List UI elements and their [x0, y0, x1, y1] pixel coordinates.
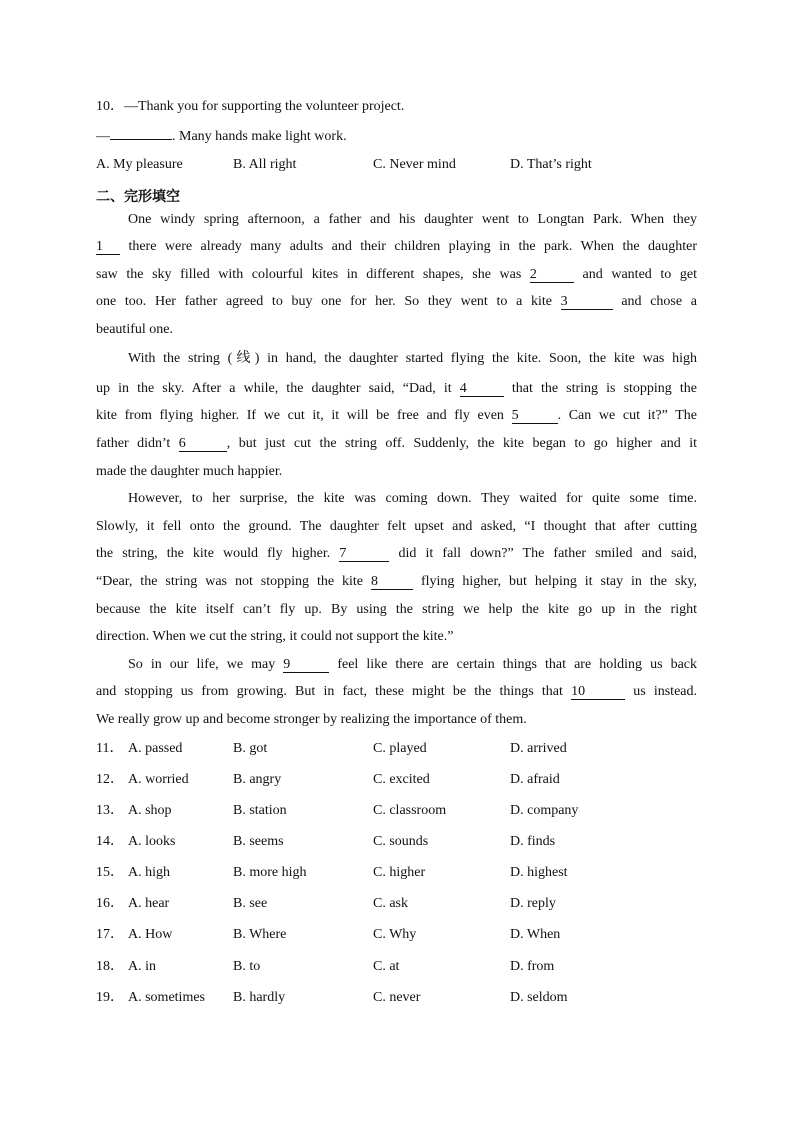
passage-line [96, 683, 697, 701]
option-a[interactable]: A. passed [128, 741, 183, 756]
blank-7[interactable]: 7 [339, 546, 389, 562]
question-number: 13． [96, 803, 124, 818]
passage-line [128, 211, 697, 229]
passage-line [96, 266, 697, 284]
option-b[interactable]: B. Where [233, 927, 287, 942]
q10-prompt: —Thank you for supporting the volunteer project. [124, 99, 405, 114]
option-b[interactable]: B. see [233, 896, 268, 911]
option-a[interactable]: A. sometimes [128, 990, 205, 1005]
option-b[interactable]: B. angry [233, 772, 282, 787]
section-title: 二、完形填空 [96, 189, 180, 205]
passage-text: We really grow up and become stronger by realizing the importance of them. [96, 712, 527, 727]
passage-text: One windy spring afternoon, a father and his daughter went to Longtan Park. When they [128, 212, 697, 227]
option-d[interactable]: D. highest [510, 865, 568, 880]
option-a[interactable]: A. in [128, 959, 156, 974]
passage-text: because the kite itself can’t fly up. By using the string we help the kite go up in the right [96, 602, 697, 617]
passage-text: that the string is stopping the [503, 381, 697, 396]
option-a[interactable]: A. How [128, 927, 173, 942]
option-d[interactable]: D. arrived [510, 741, 567, 756]
q10-option-a[interactable]: A. My pleasure [96, 157, 183, 172]
option-d[interactable]: D. seldom [510, 990, 568, 1005]
passage-line [128, 656, 697, 674]
passage-text: kite from flying higher. If we cut it, it will be free and fly even [96, 408, 512, 423]
option-b[interactable]: B. got [233, 741, 268, 756]
question-number: 14． [96, 834, 124, 849]
option-c[interactable]: C. higher [373, 865, 426, 880]
passage-line [128, 350, 697, 368]
q10-prompt-line [96, 98, 404, 116]
passage-text: flying higher, but helping it stay in the sky, [412, 574, 697, 589]
option-d[interactable]: D. finds [510, 834, 556, 849]
passage-line [128, 490, 697, 508]
q10-reply-line [96, 128, 347, 146]
passage-text: father didn’t [96, 436, 179, 451]
passage-line [96, 238, 697, 256]
q10-reply-dash: — [96, 129, 110, 144]
passage-text: one too. Her father agreed to buy one for her. So they went to a kite [96, 294, 561, 309]
option-c[interactable]: C. excited [373, 772, 430, 787]
option-c[interactable]: C. sounds [373, 834, 429, 849]
q10-option-b[interactable]: B. All right [233, 157, 297, 172]
option-d[interactable]: D. company [510, 803, 579, 818]
q10-number: 10． [96, 99, 124, 114]
option-c[interactable]: C. classroom [373, 803, 447, 818]
option-c[interactable]: C. never [373, 990, 421, 1005]
passage-text: there were already many adults and their children playing in the park. When the daughter [120, 239, 697, 254]
q10-option-d[interactable]: D. That’s right [510, 157, 592, 172]
option-a[interactable]: A. hear [128, 896, 170, 911]
q10-reply-rest: . Many hands make light work. [172, 129, 347, 144]
passage-line [96, 407, 697, 425]
passage-line [96, 601, 697, 619]
passage-text: made the daughter much happier. [96, 464, 283, 479]
passage-text: beautiful one. [96, 322, 173, 337]
passage-text: So in our life, we may [128, 657, 284, 672]
passage-line [96, 628, 453, 646]
passage-text: , but just cut the string off. Suddenly, the kite began to go higher and it [226, 436, 697, 451]
passage-text: However, to her surprise, the kite was coming down. They waited for quite some time. [128, 491, 697, 506]
option-d[interactable]: D. When [510, 927, 561, 942]
blank-2[interactable]: 2 [530, 267, 574, 283]
blank-6[interactable]: 6 [179, 436, 227, 452]
passage-line [96, 518, 697, 536]
passage-text: and wanted to get [573, 267, 697, 282]
passage-text: up in the sky. After a while, the daughter said, “Dad, it [96, 381, 460, 396]
passage-line [96, 435, 697, 453]
question-number: 18． [96, 959, 124, 974]
option-d[interactable]: D. from [510, 959, 555, 974]
option-d[interactable]: D. reply [510, 896, 556, 911]
blank-4[interactable]: 4 [460, 381, 504, 397]
option-b[interactable]: B. to [233, 959, 261, 974]
q10-answer-blank[interactable] [110, 139, 172, 140]
q10-option-c[interactable]: C. Never mind [373, 157, 456, 172]
blank-1[interactable]: 1 [96, 239, 120, 255]
passage-text: direction. When we cut the string, it could not support the kite.” [96, 629, 454, 644]
passage-line [96, 321, 173, 339]
option-a[interactable]: A. looks [128, 834, 176, 849]
blank-9[interactable]: 9 [283, 657, 329, 673]
passage-line [96, 711, 527, 729]
passage-text: Slowly, it fell onto the ground. The daughter felt upset and asked, “I thought that after cutting [96, 519, 697, 534]
passage-text: and chose a [612, 294, 697, 309]
blank-5[interactable]: 5 [512, 408, 558, 424]
option-d[interactable]: D. afraid [510, 772, 560, 787]
option-b[interactable]: B. station [233, 803, 287, 818]
passage-text: . Can we cut it?” The [557, 408, 698, 423]
passage-text: With the string (线) in hand, the daughter started flying the kite. Soon, the kite was high [128, 351, 697, 366]
option-a[interactable]: A. worried [128, 772, 189, 787]
passage-text: did it fall down?” The father smiled and said, [389, 546, 697, 561]
question-number: 11． [96, 741, 124, 756]
option-b[interactable]: B. more high [233, 865, 307, 880]
option-b[interactable]: B. seems [233, 834, 284, 849]
passage-text: feel like there are certain things that are holding us back [329, 657, 698, 672]
blank-8[interactable]: 8 [371, 574, 413, 590]
passage-text: the string, the kite would fly higher. [96, 546, 340, 561]
passage-line [96, 545, 697, 563]
option-b[interactable]: B. hardly [233, 990, 286, 1005]
passage-line [96, 573, 697, 591]
option-c[interactable]: C. Why [373, 927, 417, 942]
passage-line [96, 293, 697, 311]
blank-10[interactable]: 10 [571, 684, 625, 700]
option-c[interactable]: C. at [373, 959, 400, 974]
passage-text: us instead. [625, 684, 697, 699]
passage-line [96, 463, 282, 481]
question-number: 17． [96, 927, 124, 942]
passage-text: and stopping us from growing. But in fact, these might be the things that [96, 684, 572, 699]
question-number: 12． [96, 772, 124, 787]
passage-line [96, 380, 697, 398]
question-number: 16． [96, 896, 124, 911]
passage-text: saw the sky filled with colourful kites in different shapes, she was [96, 267, 530, 282]
option-c[interactable]: C. played [373, 741, 427, 756]
question-number: 15． [96, 865, 124, 880]
question-number: 19． [96, 990, 124, 1005]
blank-3[interactable]: 3 [561, 294, 613, 310]
option-a[interactable]: A. high [128, 865, 170, 880]
option-a[interactable]: A. shop [128, 803, 172, 818]
option-c[interactable]: C. ask [373, 896, 408, 911]
passage-text: “Dear, the string was not stopping the kite [96, 574, 371, 589]
